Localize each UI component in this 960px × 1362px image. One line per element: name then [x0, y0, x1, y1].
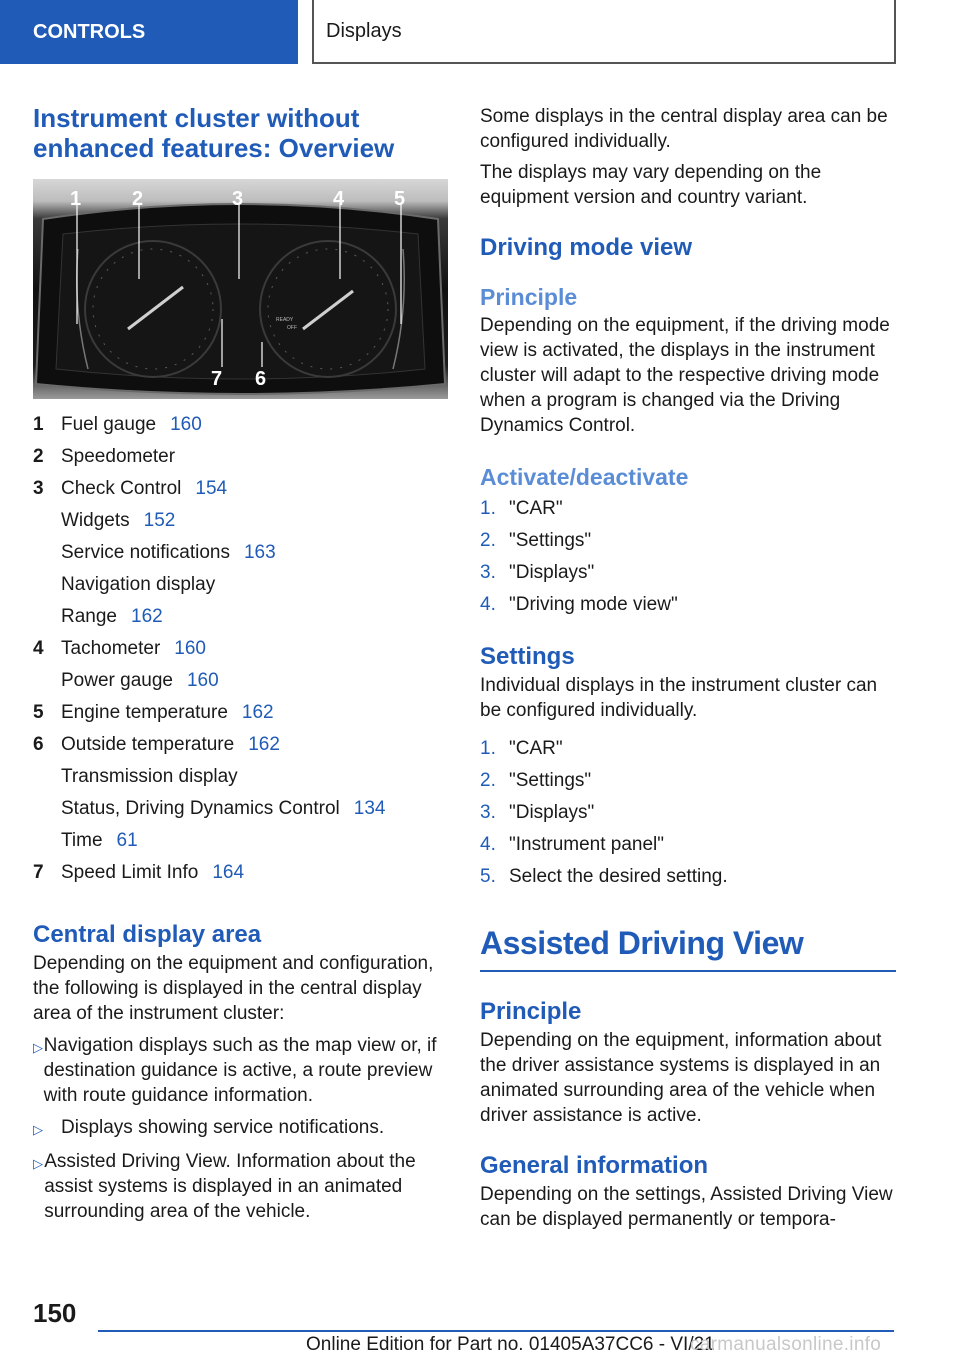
list-item [480, 493, 896, 525]
legend-row [33, 601, 448, 633]
legend-number [33, 537, 61, 569]
legend-row [33, 857, 448, 889]
bullet-text: Navigation displays such as the map view or, if destination guidance is active, a route preview with route guidance information. [43, 1035, 437, 1106]
legend-page-link[interactable]: 162 [131, 606, 163, 627]
bullet-text: Assisted Driving View. Information about the assist systems is displayed in an animated surrounding area of the vehicle. [44, 1151, 416, 1222]
principle-text: Depending on the equipment, if the driving mode view is activated, the displays in the instrument cluster will adapt to the respective driving mode when a program is changed via the Driving Dynamics Control. [480, 315, 890, 436]
callout-2: 2 [132, 188, 144, 210]
legend-page-link[interactable]: 134 [353, 798, 386, 819]
footer-edition: Online Edition for Part no. 01405A37CC6 - VI/21 [306, 1334, 715, 1355]
legend-page-link[interactable]: 61 [116, 830, 138, 851]
principle-title: Principle [480, 284, 578, 310]
step-text: "Displays" [509, 802, 595, 823]
legend-page-link[interactable]: 160 [186, 670, 219, 691]
legend-page-link[interactable]: 152 [143, 510, 176, 531]
legend-label: Speed Limit Info [61, 862, 199, 883]
adv-principle-text: Depending on the equipment, information about the driver assistance systems is displayed in an animated surrounding area of the vehicle when driver assistance is active. [480, 1030, 882, 1126]
legend-row [33, 473, 448, 505]
step-number: 4. [480, 834, 496, 855]
step-number: 3. [480, 562, 496, 583]
legend-page-link[interactable]: 162 [248, 734, 280, 755]
page-number: 150 [33, 1298, 77, 1328]
list-item [33, 1149, 448, 1224]
triangle-bullet-icon: ▷ [33, 1040, 43, 1055]
step-number: 1. [480, 738, 496, 759]
legend-list [33, 409, 448, 889]
list-item [480, 797, 896, 829]
legend-row [33, 665, 448, 697]
bullet-text: Displays showing service notifications. [61, 1117, 385, 1138]
legend-row [33, 697, 448, 729]
legend-page-link[interactable]: 154 [195, 478, 228, 499]
settings-steps [480, 733, 896, 893]
legend-label: Engine temperature [61, 702, 228, 723]
legend-label: Service notifications [61, 542, 230, 563]
overview-title-line1: Instrument cluster without [33, 103, 360, 133]
activate-title: Activate/deactivate [480, 464, 689, 490]
section-divider [480, 970, 896, 972]
legend-label: Power gauge [61, 670, 173, 691]
callout-6: 6 [255, 368, 267, 390]
step-text: Select the desired setting. [509, 866, 728, 887]
step-number: 3. [480, 802, 496, 823]
ready-text: READY [276, 317, 294, 323]
step-text: "Instrument panel" [509, 834, 665, 855]
list-item [480, 589, 896, 621]
legend-number [33, 601, 61, 633]
legend-row [33, 729, 448, 761]
list-item [480, 861, 896, 893]
legend-page-link[interactable]: 162 [241, 702, 274, 723]
list-item [33, 1033, 448, 1108]
legend-number: 3 [33, 478, 44, 499]
legend-number: 7 [33, 862, 44, 883]
list-item [480, 733, 896, 765]
step-text: "CAR" [509, 738, 563, 759]
legend-number: 1 [33, 414, 44, 435]
settings-text: Individual displays in the instrument cluster can be configured individually. [480, 675, 878, 721]
callout-7: 7 [211, 368, 223, 390]
central-display-title: Central display area [33, 921, 262, 948]
section-label: CONTROLS [33, 20, 146, 43]
overview-title [33, 103, 448, 163]
step-text: "Settings" [509, 530, 592, 551]
legend-number [33, 665, 61, 697]
step-text: "Driving mode view" [509, 594, 678, 615]
legend-label: Widgets [61, 510, 130, 531]
instrument-cluster-drawing [33, 179, 448, 399]
adv-principle-title: Principle [480, 998, 582, 1025]
legend-row [33, 409, 448, 441]
callout-3: 3 [232, 188, 244, 210]
legend-label: Time [61, 830, 103, 851]
legend-label: Status, Driving Dynamics Control [61, 798, 340, 819]
activate-steps [480, 493, 896, 621]
list-item [33, 1115, 448, 1142]
list-item [480, 829, 896, 861]
legend-label: Navigation display [61, 574, 216, 595]
off-text: OFF [287, 325, 297, 331]
watermark-text: carmanualsonline.info [690, 1334, 882, 1355]
legend-number: 5 [33, 702, 44, 723]
callout-5: 5 [394, 188, 406, 210]
legend-row [33, 441, 448, 473]
legend-page-link[interactable]: 164 [212, 862, 245, 883]
legend-row [33, 761, 448, 793]
legend-row [33, 825, 448, 857]
legend-page-link[interactable]: 160 [170, 414, 202, 435]
step-text: "Displays" [509, 562, 595, 583]
list-item [480, 765, 896, 797]
general-info-text: Depending on the settings, Assisted Driving View can be displayed permanently or tempora- [480, 1184, 893, 1230]
legend-label: Outside temperature [61, 734, 235, 755]
legend-label: Tachometer [61, 638, 161, 659]
step-number: 4. [480, 594, 496, 615]
triangle-bullet-icon: ▷ [33, 1156, 43, 1171]
overview-title-line2: enhanced features: Overview [33, 133, 395, 163]
legend-row [33, 537, 448, 569]
right-column [480, 100, 896, 1232]
step-number: 2. [480, 770, 496, 791]
legend-number [33, 825, 61, 857]
legend-row [33, 569, 448, 601]
legend-label: Transmission display [61, 766, 238, 787]
instrument-cluster-image [33, 179, 448, 399]
left-column [33, 100, 448, 1224]
legend-number: 4 [33, 638, 44, 659]
step-text: "Settings" [509, 770, 592, 791]
triangle-bullet-icon: ▷ [33, 1122, 43, 1137]
legend-label: Check Control [61, 478, 182, 499]
step-text: "CAR" [509, 498, 563, 519]
chapter-tab [312, 0, 896, 64]
list-item [480, 557, 896, 589]
legend-number: 6 [33, 734, 44, 755]
legend-number [33, 569, 61, 601]
legend-row [33, 505, 448, 537]
list-item [480, 525, 896, 557]
step-number: 2. [480, 530, 496, 551]
legend-number [33, 761, 61, 793]
callout-4: 4 [333, 188, 345, 210]
central-display-bullets [33, 1033, 448, 1224]
driving-mode-title: Driving mode view [480, 234, 693, 261]
settings-title: Settings [480, 643, 575, 670]
legend-number [33, 505, 61, 537]
legend-label: Speedometer [61, 446, 176, 467]
legend-page-link[interactable]: 163 [243, 542, 276, 563]
legend-number: 2 [33, 446, 44, 467]
legend-page-link[interactable]: 160 [174, 638, 206, 659]
central-intro-1: Some displays in the central display area can be configured individually. [480, 106, 888, 152]
general-info-title: General information [480, 1152, 709, 1179]
legend-label: Range [61, 606, 117, 627]
legend-number [33, 793, 61, 825]
footer-divider [98, 1330, 894, 1332]
legend-row [33, 633, 448, 665]
central-intro-2: The displays may vary depending on the equipment version and country variant. [480, 162, 822, 208]
assisted-driving-view-title: Assisted Driving View [480, 925, 804, 961]
step-number: 5. [480, 866, 496, 887]
section-tab [0, 0, 298, 64]
step-number: 1. [480, 498, 496, 519]
central-display-intro: Depending on the equipment and configuration, the following is displayed in the central display area of the instrument cluster: [33, 953, 434, 1024]
legend-row [33, 793, 448, 825]
chapter-label: Displays [326, 19, 402, 42]
legend-label: Fuel gauge [61, 414, 157, 435]
callout-1: 1 [70, 188, 82, 210]
